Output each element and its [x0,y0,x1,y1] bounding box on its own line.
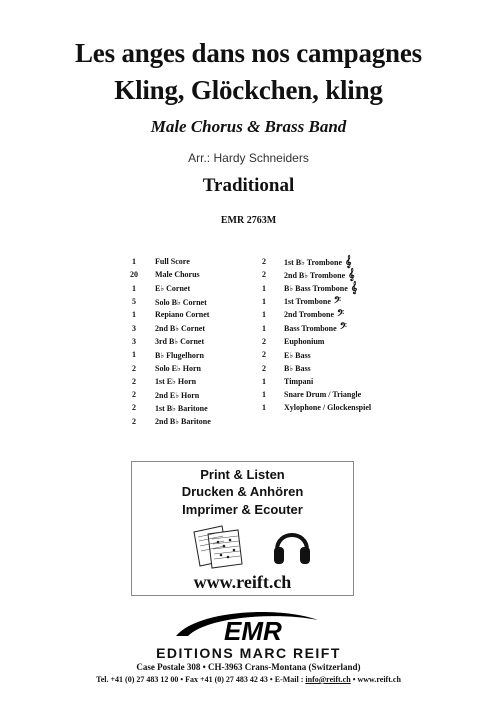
part-quantity: 1 [132,257,136,267]
emr-logo [168,606,328,646]
bass-clef-icon: 𝄢 [337,307,345,321]
part-name: 2nd B♭ Baritone [155,417,211,427]
part-quantity: 3 [132,323,136,333]
part-quantity: 2 [262,336,266,346]
part-name: 1st B♭ Trombone [284,257,343,267]
part-row [115,255,211,268]
logo-text: EMR [224,616,282,646]
part-quantity: 1 [262,403,266,413]
part-name: Repiano Cornet [155,310,210,320]
website-link[interactable]: www.reift.ch [193,572,292,592]
arranger: Arr.: Hardy Schneiders [188,151,309,165]
part-row [115,415,211,428]
part-row [246,388,371,401]
part-quantity: 1 [262,376,266,386]
parts-list-left [115,255,211,428]
part-name: 1st Trombone [284,297,331,307]
publisher-address: Case Postale 308 • CH-3963 Crans-Montana (Switzerland) [136,662,361,672]
part-row [115,335,211,348]
email-link[interactable]: info@reift.ch [305,675,351,684]
part-row [246,295,371,308]
part-quantity: 5 [132,297,136,307]
part-quantity: 2 [132,403,136,413]
part-name: 2nd E♭ Horn [155,390,200,400]
title-line-1: Les anges dans nos campagnes [75,38,422,68]
part-row [115,388,211,401]
part-quantity: 1 [262,283,266,293]
part-name: Male Chorus [155,270,200,280]
part-quantity: 2 [262,350,266,360]
part-name: B♭ Bass Trombone [284,284,348,294]
part-row [246,361,371,374]
part-row [246,335,371,348]
part-name: Timpani [284,376,314,386]
part-quantity: 2 [262,363,266,373]
bass-clef-icon: 𝄢 [339,321,347,335]
part-quantity: 2 [132,376,136,386]
treble-clef-icon: 𝄞 [348,267,355,281]
promo-line-french: Imprimer & Ecouter [182,502,303,517]
part-name: E♭ Cornet [155,284,191,294]
part-quantity: 2 [262,257,266,267]
promo-line-german: Drucken & Anhören [181,484,304,499]
part-row [115,282,211,295]
part-quantity: 20 [130,270,138,280]
headphones-icon [272,522,312,568]
part-row [246,401,371,414]
part-quantity: 3 [132,336,136,346]
contact-phone-fax: Tel. +41 (0) 27 483 12 00 • Fax +41 (0) 27 483 42 43 • E-Mail : [96,675,306,684]
part-name: 2nd B♭ Trombone [284,270,346,280]
part-name: Euphonium [284,336,325,346]
part-quantity: 1 [262,390,266,400]
part-name: Snare Drum / Triangle [284,390,362,400]
treble-clef-icon: 𝄞 [345,254,352,268]
part-name: Solo E♭ Horn [155,364,202,374]
part-row [115,401,211,414]
part-row [246,348,371,361]
contact-website: • www.reift.ch [350,675,401,684]
part-row [246,282,371,295]
part-name: Full Score [155,257,190,267]
subtitle: Male Chorus & Brass Band [150,117,347,136]
treble-clef-icon: 𝄞 [350,281,358,295]
part-quantity: 1 [262,310,266,320]
part-quantity: 2 [132,390,136,400]
part-name: 3rd B♭ Cornet [155,337,205,347]
part-name: B♭ Bass [284,364,311,374]
part-quantity: 1 [262,297,266,307]
part-row [115,268,211,281]
part-name: 1st E♭ Horn [155,377,197,387]
part-row [246,321,371,334]
composer: Traditional [202,175,295,196]
part-row [115,321,211,334]
bass-clef-icon: 𝄢 [333,294,341,308]
part-name: E♭ Bass [284,350,311,360]
part-quantity: 2 [262,270,266,280]
part-row [115,375,211,388]
part-name: Bass Trombone [284,323,337,333]
part-name: 1st B♭ Baritone [155,403,208,413]
title-line-2: Kling, Glöckchen, kling [114,75,383,105]
sheet-music-icon [188,524,246,570]
part-quantity: 1 [262,323,266,333]
part-row [115,361,211,374]
part-row [115,308,211,321]
part-name: Xylophone / Glockenspiel [284,403,372,413]
print-listen-box [131,461,354,596]
part-row [246,375,371,388]
part-quantity: 1 [132,350,136,360]
promo-line-english: Print & Listen [200,467,285,482]
part-name: 2nd B♭ Cornet [155,324,205,334]
part-name: 2nd Trombone [284,310,335,320]
parts-list-right [246,255,371,415]
part-row [246,255,371,268]
part-name: B♭ Flugelhorn [155,350,204,360]
part-row [115,348,211,361]
publisher-name: EDITIONS MARC REIFT [156,645,341,661]
part-row [246,268,371,281]
part-quantity: 2 [132,363,136,373]
publisher-contact [0,675,497,684]
part-row [115,295,211,308]
part-quantity: 2 [132,416,136,426]
catalog-number: EMR 2763M [220,215,277,226]
part-row [246,308,371,321]
part-name: Solo B♭ Cornet [155,297,207,307]
part-quantity: 1 [132,283,136,293]
part-quantity: 1 [132,310,136,320]
